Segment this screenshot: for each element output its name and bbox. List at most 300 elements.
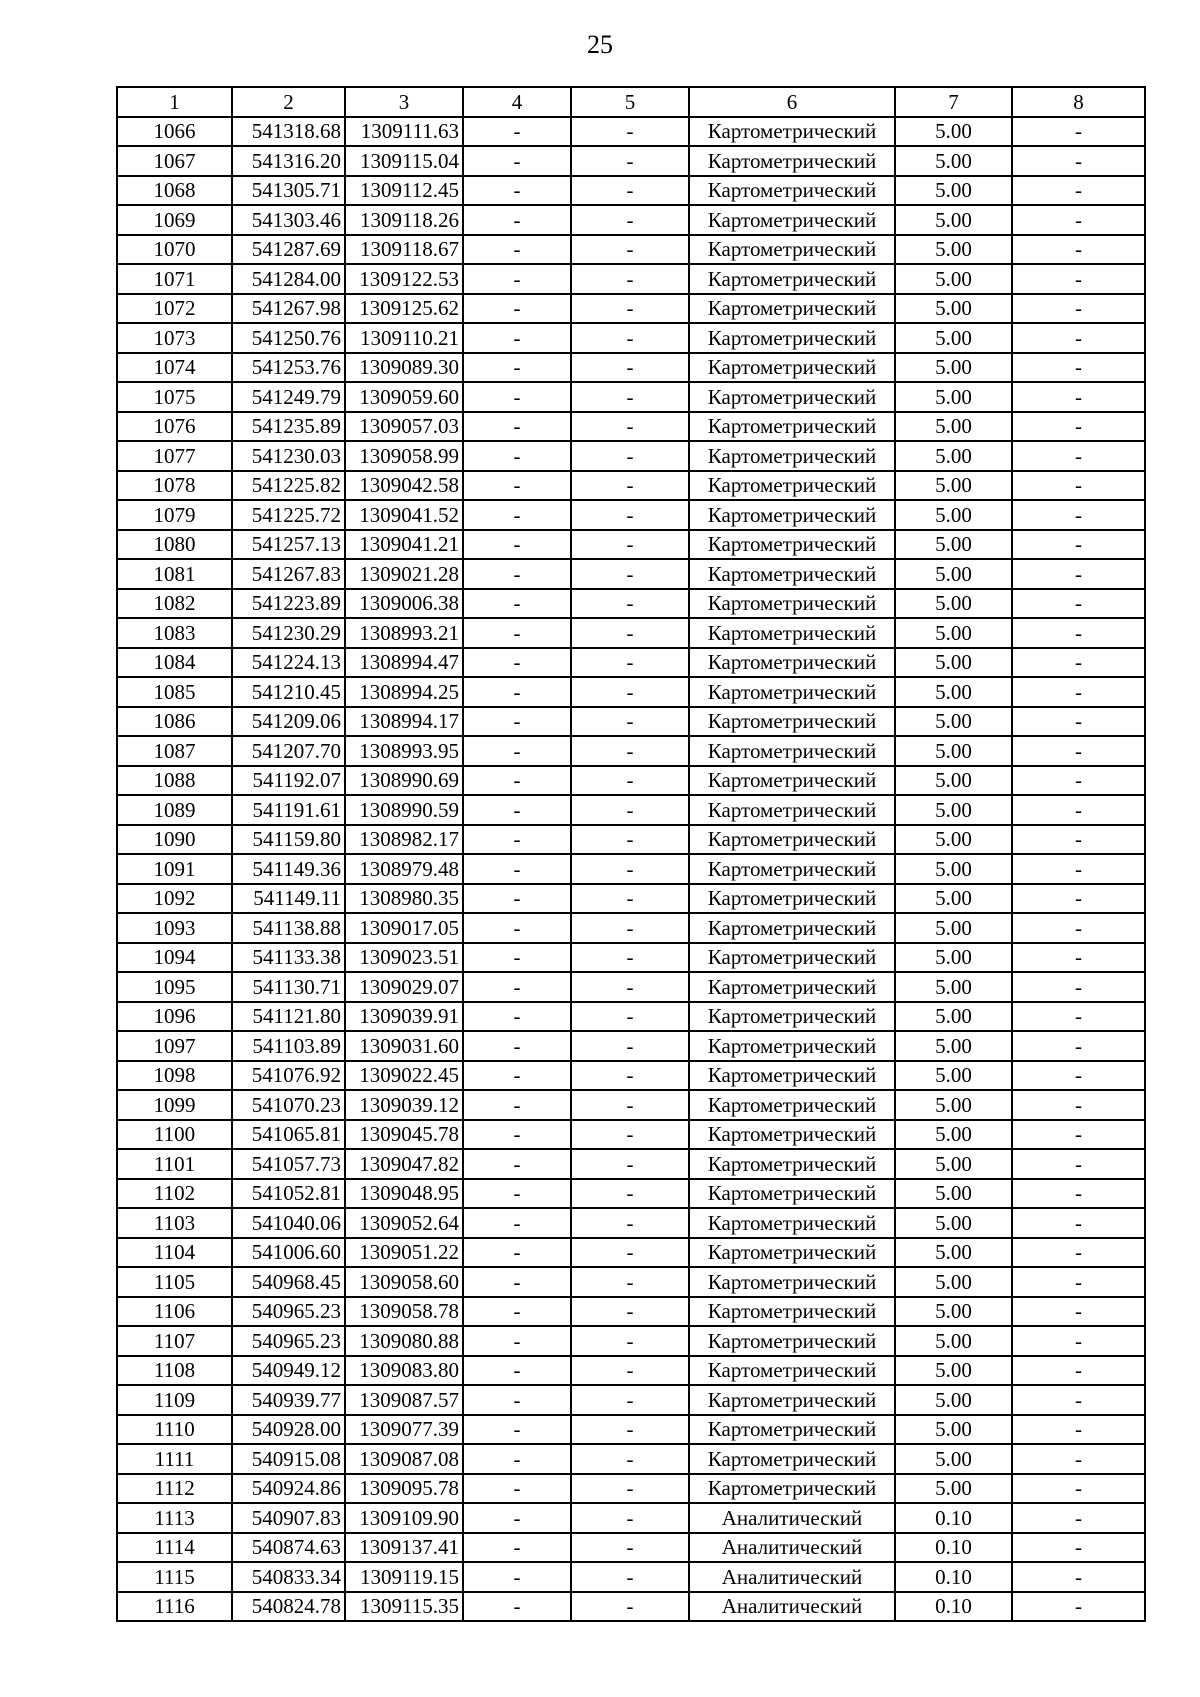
y-coordinate-cell: 1309095.78: [345, 1474, 463, 1504]
col-4-cell: -: [463, 559, 571, 589]
point-number-cell: 1111: [117, 1444, 232, 1474]
method-cell: Картометрический: [689, 884, 895, 914]
method-cell: Картометрический: [689, 1267, 895, 1297]
table-row: [117, 1326, 1145, 1356]
table-row: [117, 264, 1145, 294]
method-cell: Картометрический: [689, 500, 895, 530]
col-5-cell: -: [571, 294, 689, 324]
x-coordinate-cell: 541121.80: [232, 1002, 345, 1032]
col-4-cell: -: [463, 471, 571, 501]
col-4-cell: -: [463, 884, 571, 914]
col-8-cell: -: [1012, 1474, 1145, 1504]
point-number-cell: 1071: [117, 264, 232, 294]
method-cell: Картометрический: [689, 1326, 895, 1356]
col-4-cell: -: [463, 1356, 571, 1386]
col-4-cell: -: [463, 441, 571, 471]
col-4-cell: -: [463, 1002, 571, 1032]
point-number-cell: 1084: [117, 648, 232, 678]
method-cell: Картометрический: [689, 618, 895, 648]
col-5-cell: -: [571, 1031, 689, 1061]
method-cell: Картометрический: [689, 530, 895, 560]
col-8-cell: -: [1012, 1149, 1145, 1179]
point-number-cell: 1075: [117, 382, 232, 412]
accuracy-cell: 5.00: [895, 1415, 1012, 1445]
point-number-cell: 1100: [117, 1120, 232, 1150]
header-cell: 8: [1012, 87, 1145, 117]
col-5-cell: -: [571, 943, 689, 973]
col-8-cell: -: [1012, 323, 1145, 353]
y-coordinate-cell: 1308994.17: [345, 707, 463, 737]
col-4-cell: -: [463, 1533, 571, 1563]
col-5-cell: -: [571, 1208, 689, 1238]
accuracy-cell: 0.10: [895, 1592, 1012, 1622]
point-number-cell: 1103: [117, 1208, 232, 1238]
y-coordinate-cell: 1309118.67: [345, 235, 463, 265]
point-number-cell: 1110: [117, 1415, 232, 1445]
y-coordinate-cell: 1309042.58: [345, 471, 463, 501]
method-cell: Картометрический: [689, 1149, 895, 1179]
table-row: [117, 1061, 1145, 1091]
method-cell: Картометрический: [689, 1444, 895, 1474]
coordinates-table: [116, 86, 1146, 1622]
col-5-cell: -: [571, 235, 689, 265]
point-number-cell: 1079: [117, 500, 232, 530]
col-5-cell: -: [571, 1002, 689, 1032]
method-cell: Картометрический: [689, 943, 895, 973]
accuracy-cell: 5.00: [895, 589, 1012, 619]
table-row: [117, 854, 1145, 884]
col-5-cell: -: [571, 1533, 689, 1563]
col-4-cell: -: [463, 913, 571, 943]
col-8-cell: -: [1012, 1415, 1145, 1445]
col-4-cell: -: [463, 736, 571, 766]
x-coordinate-cell: 541191.61: [232, 795, 345, 825]
method-cell: Картометрический: [689, 707, 895, 737]
method-cell: Картометрический: [689, 1061, 895, 1091]
y-coordinate-cell: 1309083.80: [345, 1356, 463, 1386]
table-row: [117, 884, 1145, 914]
table-row: [117, 441, 1145, 471]
x-coordinate-cell: 541230.03: [232, 441, 345, 471]
col-4-cell: -: [463, 1120, 571, 1150]
col-8-cell: -: [1012, 1326, 1145, 1356]
col-4-cell: -: [463, 530, 571, 560]
x-coordinate-cell: 541052.81: [232, 1179, 345, 1209]
accuracy-cell: 5.00: [895, 1179, 1012, 1209]
table-row: [117, 205, 1145, 235]
y-coordinate-cell: 1308980.35: [345, 884, 463, 914]
col-4-cell: -: [463, 205, 571, 235]
col-4-cell: -: [463, 146, 571, 176]
col-8-cell: -: [1012, 1356, 1145, 1386]
table-row: [117, 648, 1145, 678]
col-5-cell: -: [571, 1267, 689, 1297]
col-8-cell: -: [1012, 235, 1145, 265]
col-8-cell: -: [1012, 530, 1145, 560]
table-row: [117, 1267, 1145, 1297]
x-coordinate-cell: 541103.89: [232, 1031, 345, 1061]
x-coordinate-cell: 540965.23: [232, 1326, 345, 1356]
col-5-cell: -: [571, 618, 689, 648]
col-5-cell: -: [571, 1474, 689, 1504]
x-coordinate-cell: 541065.81: [232, 1120, 345, 1150]
method-cell: Картометрический: [689, 1415, 895, 1445]
col-4-cell: -: [463, 677, 571, 707]
header-cell: 1: [117, 87, 232, 117]
method-cell: Картометрический: [689, 1474, 895, 1504]
table-row: [117, 1031, 1145, 1061]
table-row: [117, 500, 1145, 530]
point-number-cell: 1113: [117, 1503, 232, 1533]
method-cell: Картометрический: [689, 736, 895, 766]
point-number-cell: 1091: [117, 854, 232, 884]
accuracy-cell: 5.00: [895, 1149, 1012, 1179]
table-row: [117, 1592, 1145, 1622]
col-4-cell: -: [463, 589, 571, 619]
table-row: [117, 1120, 1145, 1150]
y-coordinate-cell: 1309112.45: [345, 176, 463, 206]
col-4-cell: -: [463, 1385, 571, 1415]
col-4-cell: -: [463, 766, 571, 796]
point-number-cell: 1092: [117, 884, 232, 914]
col-5-cell: -: [571, 412, 689, 442]
col-8-cell: -: [1012, 825, 1145, 855]
col-4-cell: -: [463, 1444, 571, 1474]
table-row: [117, 1503, 1145, 1533]
accuracy-cell: 5.00: [895, 825, 1012, 855]
method-cell: Картометрический: [689, 913, 895, 943]
y-coordinate-cell: 1309039.91: [345, 1002, 463, 1032]
col-5-cell: -: [571, 648, 689, 678]
accuracy-cell: 5.00: [895, 1267, 1012, 1297]
col-5-cell: -: [571, 117, 689, 147]
method-cell: Картометрический: [689, 382, 895, 412]
point-number-cell: 1105: [117, 1267, 232, 1297]
col-4-cell: -: [463, 353, 571, 383]
method-cell: Картометрический: [689, 235, 895, 265]
accuracy-cell: 5.00: [895, 412, 1012, 442]
y-coordinate-cell: 1309111.63: [345, 117, 463, 147]
method-cell: Картометрический: [689, 294, 895, 324]
col-8-cell: -: [1012, 1444, 1145, 1474]
table-row: [117, 382, 1145, 412]
point-number-cell: 1093: [117, 913, 232, 943]
col-5-cell: -: [571, 500, 689, 530]
x-coordinate-cell: 541207.70: [232, 736, 345, 766]
x-coordinate-cell: 540924.86: [232, 1474, 345, 1504]
col-5-cell: -: [571, 1444, 689, 1474]
accuracy-cell: 5.00: [895, 854, 1012, 884]
col-8-cell: -: [1012, 205, 1145, 235]
col-5-cell: -: [571, 1415, 689, 1445]
accuracy-cell: 5.00: [895, 294, 1012, 324]
point-number-cell: 1108: [117, 1356, 232, 1386]
y-coordinate-cell: 1309052.64: [345, 1208, 463, 1238]
accuracy-cell: 5.00: [895, 176, 1012, 206]
y-coordinate-cell: 1309022.45: [345, 1061, 463, 1091]
method-cell: Картометрический: [689, 1297, 895, 1327]
y-coordinate-cell: 1309058.60: [345, 1267, 463, 1297]
col-5-cell: -: [571, 1356, 689, 1386]
point-number-cell: 1097: [117, 1031, 232, 1061]
x-coordinate-cell: 541257.13: [232, 530, 345, 560]
y-coordinate-cell: 1308979.48: [345, 854, 463, 884]
col-8-cell: -: [1012, 559, 1145, 589]
method-cell: Аналитический: [689, 1503, 895, 1533]
col-5-cell: -: [571, 471, 689, 501]
x-coordinate-cell: 540949.12: [232, 1356, 345, 1386]
point-number-cell: 1089: [117, 795, 232, 825]
col-8-cell: -: [1012, 618, 1145, 648]
col-8-cell: -: [1012, 1503, 1145, 1533]
col-4-cell: -: [463, 1297, 571, 1327]
x-coordinate-cell: 540968.45: [232, 1267, 345, 1297]
accuracy-cell: 5.00: [895, 559, 1012, 589]
point-number-cell: 1070: [117, 235, 232, 265]
col-5-cell: -: [571, 441, 689, 471]
table-row: [117, 707, 1145, 737]
method-cell: Картометрический: [689, 972, 895, 1002]
accuracy-cell: 5.00: [895, 1031, 1012, 1061]
accuracy-cell: 5.00: [895, 500, 1012, 530]
x-coordinate-cell: 541149.36: [232, 854, 345, 884]
col-5-cell: -: [571, 707, 689, 737]
accuracy-cell: 0.10: [895, 1533, 1012, 1563]
y-coordinate-cell: 1309017.05: [345, 913, 463, 943]
col-4-cell: -: [463, 795, 571, 825]
y-coordinate-cell: 1309029.07: [345, 972, 463, 1002]
x-coordinate-cell: 541149.11: [232, 884, 345, 914]
point-number-cell: 1076: [117, 412, 232, 442]
col-5-cell: -: [571, 146, 689, 176]
point-number-cell: 1083: [117, 618, 232, 648]
x-coordinate-cell: 540874.63: [232, 1533, 345, 1563]
x-coordinate-cell: 541070.23: [232, 1090, 345, 1120]
y-coordinate-cell: 1309048.95: [345, 1179, 463, 1209]
col-8-cell: -: [1012, 1208, 1145, 1238]
table-row: [117, 323, 1145, 353]
table-row: [117, 972, 1145, 1002]
point-number-cell: 1082: [117, 589, 232, 619]
col-8-cell: -: [1012, 1592, 1145, 1622]
col-4-cell: -: [463, 1326, 571, 1356]
x-coordinate-cell: 541057.73: [232, 1149, 345, 1179]
y-coordinate-cell: 1309051.22: [345, 1238, 463, 1268]
col-5-cell: -: [571, 1149, 689, 1179]
col-8-cell: -: [1012, 441, 1145, 471]
x-coordinate-cell: 541225.72: [232, 500, 345, 530]
col-5-cell: -: [571, 530, 689, 560]
x-coordinate-cell: 541318.68: [232, 117, 345, 147]
point-number-cell: 1109: [117, 1385, 232, 1415]
accuracy-cell: 5.00: [895, 795, 1012, 825]
col-4-cell: -: [463, 1503, 571, 1533]
table-row: [117, 1002, 1145, 1032]
point-number-cell: 1096: [117, 1002, 232, 1032]
x-coordinate-cell: 541267.83: [232, 559, 345, 589]
y-coordinate-cell: 1309109.90: [345, 1503, 463, 1533]
point-number-cell: 1107: [117, 1326, 232, 1356]
col-5-cell: -: [571, 1120, 689, 1150]
col-5-cell: -: [571, 559, 689, 589]
x-coordinate-cell: 541223.89: [232, 589, 345, 619]
col-8-cell: -: [1012, 913, 1145, 943]
method-cell: Картометрический: [689, 795, 895, 825]
method-cell: Картометрический: [689, 412, 895, 442]
y-coordinate-cell: 1308982.17: [345, 825, 463, 855]
table-row: [117, 736, 1145, 766]
col-8-cell: -: [1012, 176, 1145, 206]
y-coordinate-cell: 1309110.21: [345, 323, 463, 353]
table-row: [117, 1297, 1145, 1327]
method-cell: Картометрический: [689, 1090, 895, 1120]
col-5-cell: -: [571, 766, 689, 796]
point-number-cell: 1086: [117, 707, 232, 737]
y-coordinate-cell: 1309087.57: [345, 1385, 463, 1415]
col-5-cell: -: [571, 972, 689, 1002]
x-coordinate-cell: 541192.07: [232, 766, 345, 796]
col-4-cell: -: [463, 1149, 571, 1179]
point-number-cell: 1088: [117, 766, 232, 796]
y-coordinate-cell: 1308994.25: [345, 677, 463, 707]
col-8-cell: -: [1012, 264, 1145, 294]
col-8-cell: -: [1012, 766, 1145, 796]
point-number-cell: 1072: [117, 294, 232, 324]
col-5-cell: -: [571, 795, 689, 825]
col-5-cell: -: [571, 589, 689, 619]
y-coordinate-cell: 1309122.53: [345, 264, 463, 294]
y-coordinate-cell: 1309115.04: [345, 146, 463, 176]
col-8-cell: -: [1012, 1031, 1145, 1061]
accuracy-cell: 5.00: [895, 1444, 1012, 1474]
col-4-cell: -: [463, 1415, 571, 1445]
col-8-cell: -: [1012, 1385, 1145, 1415]
y-coordinate-cell: 1309039.12: [345, 1090, 463, 1120]
col-8-cell: -: [1012, 1002, 1145, 1032]
accuracy-cell: 5.00: [895, 1385, 1012, 1415]
method-cell: Картометрический: [689, 589, 895, 619]
accuracy-cell: 5.00: [895, 1061, 1012, 1091]
table-row: [117, 1149, 1145, 1179]
x-coordinate-cell: 540928.00: [232, 1415, 345, 1445]
method-cell: Картометрический: [689, 825, 895, 855]
table-row: [117, 618, 1145, 648]
accuracy-cell: 5.00: [895, 471, 1012, 501]
col-4-cell: -: [463, 1208, 571, 1238]
y-coordinate-cell: 1308994.47: [345, 648, 463, 678]
table-row: [117, 766, 1145, 796]
y-coordinate-cell: 1309047.82: [345, 1149, 463, 1179]
y-coordinate-cell: 1309041.21: [345, 530, 463, 560]
x-coordinate-cell: 541076.92: [232, 1061, 345, 1091]
point-number-cell: 1098: [117, 1061, 232, 1091]
y-coordinate-cell: 1309058.78: [345, 1297, 463, 1327]
x-coordinate-cell: 541159.80: [232, 825, 345, 855]
x-coordinate-cell: 541284.00: [232, 264, 345, 294]
y-coordinate-cell: 1309059.60: [345, 382, 463, 412]
x-coordinate-cell: 541305.71: [232, 176, 345, 206]
x-coordinate-cell: 541006.60: [232, 1238, 345, 1268]
x-coordinate-cell: 541209.06: [232, 707, 345, 737]
col-4-cell: -: [463, 117, 571, 147]
accuracy-cell: 5.00: [895, 117, 1012, 147]
col-4-cell: -: [463, 1238, 571, 1268]
col-4-cell: -: [463, 1179, 571, 1209]
table-row: [117, 353, 1145, 383]
col-8-cell: -: [1012, 412, 1145, 442]
method-cell: Аналитический: [689, 1562, 895, 1592]
method-cell: Картометрический: [689, 323, 895, 353]
table-row: [117, 1415, 1145, 1445]
accuracy-cell: 5.00: [895, 441, 1012, 471]
method-cell: Картометрический: [689, 176, 895, 206]
table-row: [117, 1533, 1145, 1563]
y-coordinate-cell: 1309089.30: [345, 353, 463, 383]
col-4-cell: -: [463, 382, 571, 412]
accuracy-cell: 5.00: [895, 205, 1012, 235]
col-8-cell: -: [1012, 382, 1145, 412]
accuracy-cell: 5.00: [895, 648, 1012, 678]
header-cell: 4: [463, 87, 571, 117]
point-number-cell: 1077: [117, 441, 232, 471]
table-header-row: [117, 87, 1145, 117]
point-number-cell: 1099: [117, 1090, 232, 1120]
col-4-cell: -: [463, 1474, 571, 1504]
col-5-cell: -: [571, 677, 689, 707]
accuracy-cell: 5.00: [895, 323, 1012, 353]
table-row: [117, 1356, 1145, 1386]
point-number-cell: 1106: [117, 1297, 232, 1327]
col-8-cell: -: [1012, 1061, 1145, 1091]
table-row: [117, 943, 1145, 973]
col-4-cell: -: [463, 323, 571, 353]
col-4-cell: -: [463, 1592, 571, 1622]
accuracy-cell: 5.00: [895, 1326, 1012, 1356]
method-cell: Картометрический: [689, 146, 895, 176]
col-8-cell: -: [1012, 353, 1145, 383]
col-8-cell: -: [1012, 1533, 1145, 1563]
col-4-cell: -: [463, 176, 571, 206]
table-row: [117, 589, 1145, 619]
x-coordinate-cell: 541267.98: [232, 294, 345, 324]
method-cell: Картометрический: [689, 1179, 895, 1209]
col-4-cell: -: [463, 854, 571, 884]
col-5-cell: -: [571, 884, 689, 914]
y-coordinate-cell: 1309119.15: [345, 1562, 463, 1592]
col-4-cell: -: [463, 235, 571, 265]
method-cell: Картометрический: [689, 648, 895, 678]
point-number-cell: 1095: [117, 972, 232, 1002]
col-8-cell: -: [1012, 795, 1145, 825]
y-coordinate-cell: 1309021.28: [345, 559, 463, 589]
accuracy-cell: 5.00: [895, 1356, 1012, 1386]
point-number-cell: 1068: [117, 176, 232, 206]
col-4-cell: -: [463, 648, 571, 678]
col-8-cell: -: [1012, 677, 1145, 707]
col-8-cell: -: [1012, 854, 1145, 884]
header-cell: 7: [895, 87, 1012, 117]
col-5-cell: -: [571, 382, 689, 412]
point-number-cell: 1112: [117, 1474, 232, 1504]
table-row: [117, 795, 1145, 825]
point-number-cell: 1080: [117, 530, 232, 560]
col-5-cell: -: [571, 854, 689, 884]
method-cell: Картометрический: [689, 766, 895, 796]
col-4-cell: -: [463, 500, 571, 530]
method-cell: Аналитический: [689, 1533, 895, 1563]
table-body: [117, 87, 1145, 1621]
page-number: 25: [587, 30, 613, 59]
